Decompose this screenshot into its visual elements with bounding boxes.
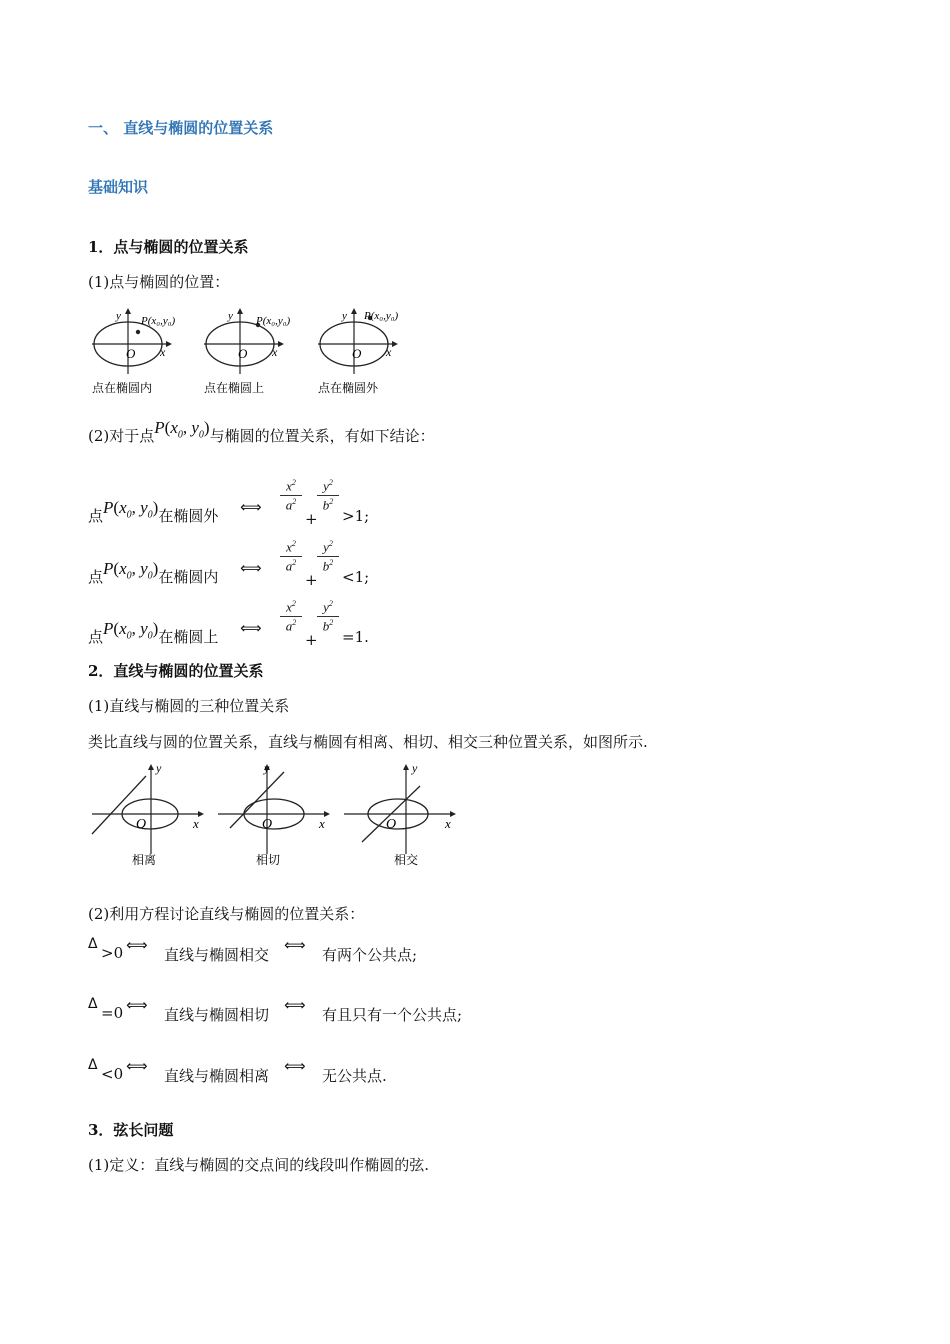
sub-heading: 基础知识 [88,178,149,196]
iff-symbol: ⟺ [126,1057,148,1075]
axis-x-label: x [386,345,392,359]
axis-x-label: x [445,816,451,831]
point-p-formula: $P(x_0$, $y_0$) [154,418,210,441]
section-heading: 一、 直线与椭圆的位置关系 [88,119,274,137]
figure-intersect [344,761,456,867]
iff-symbol: ⟺ [240,498,262,516]
s1-item-2-pre: (2)对于点 [88,427,155,445]
iff-symbol: ⟺ [240,559,262,577]
caption-separate: 相离 [132,853,157,867]
figure-separate [92,761,204,867]
axis-x-label: x [272,345,278,359]
section-2-title: 2．直线与椭圆的位置关系 [88,662,264,680]
iff-symbol: ⟺ [126,996,148,1014]
s3-item-1: (1)定义：直线与椭圆的交点间的线段叫作椭圆的弦. [88,1156,430,1174]
iff-symbol: ⟺ [126,936,148,954]
delta-symbol: Δ [88,936,98,952]
delta-symbol: Δ [88,1057,98,1073]
fraction-x0-a: $x^2$ $a^2$ [280,478,302,514]
fraction-y0-b: $y^2$ $b^2$ [317,539,339,575]
origin-label: O [262,817,273,832]
point-ellipse-figures [86,302,416,398]
s1-item-2 [88,418,435,448]
axis-y-label: y [342,310,347,322]
axis-x-label: x [319,816,325,831]
fraction-y0-b: $y^2$ $b^2$ [317,599,339,635]
s1-item-2-post: 与椭圆的位置关系，有如下结论： [209,427,435,445]
axis-y-label: y [156,761,162,775]
caption-on: 点在椭圆上 [204,381,265,395]
axis-x-label: x [160,345,166,359]
figure-point-on [204,308,291,395]
point-label: P(x₀,y₀) [141,315,176,327]
origin-label: O [136,817,147,832]
caption-tangent: 相切 [256,853,281,867]
fraction-x0-a: $x^2$ $a^2$ [280,539,302,575]
section-1-title: 1．点与椭圆的位置关系 [88,238,249,256]
line-ellipse-figures [86,758,466,870]
figure-point-outside [318,308,399,395]
fraction-x0-a: $x^2$ $a^2$ [280,599,302,635]
point-label: P(x₀,y₀) [364,310,399,322]
axis-y-label: y [228,310,233,322]
section-3-title: 3．弦长问题 [88,1121,174,1139]
figure-point-inside [92,308,176,395]
iff-symbol: ⟺ [284,996,306,1014]
axis-x-label: x [193,816,199,831]
origin-label: O [352,346,362,361]
s2-description: 类比直线与圆的位置关系，直线与椭圆有相离、相切、相交三种位置关系，如图所示. [88,733,648,751]
s2-item-2: (2)利用方程讨论直线与椭圆的位置关系： [88,905,365,923]
axis-y-label: y [116,310,121,322]
delta-symbol: Δ [88,996,98,1012]
caption-outside: 点在椭圆外 [318,381,379,395]
iff-symbol: ⟺ [284,1057,306,1075]
axis-y-label: y [264,761,270,775]
origin-label: O [386,817,397,832]
fraction-y0-b: $y^2$ $b^2$ [317,478,339,514]
origin-label: O [126,346,136,361]
caption-inside: 点在椭圆内 [92,381,153,395]
iff-symbol: ⟺ [284,936,306,954]
s1-item-1: (1)点与椭圆的位置： [88,273,230,291]
iff-symbol: ⟺ [240,619,262,637]
figure-tangent [218,761,330,867]
point-label: P(x₀,y₀) [256,315,291,327]
s2-item-1: (1)直线与椭圆的三种位置关系 [88,697,290,715]
axis-y-label: y [412,761,418,775]
origin-label: O [238,346,248,361]
caption-intersect: 相交 [394,853,419,867]
